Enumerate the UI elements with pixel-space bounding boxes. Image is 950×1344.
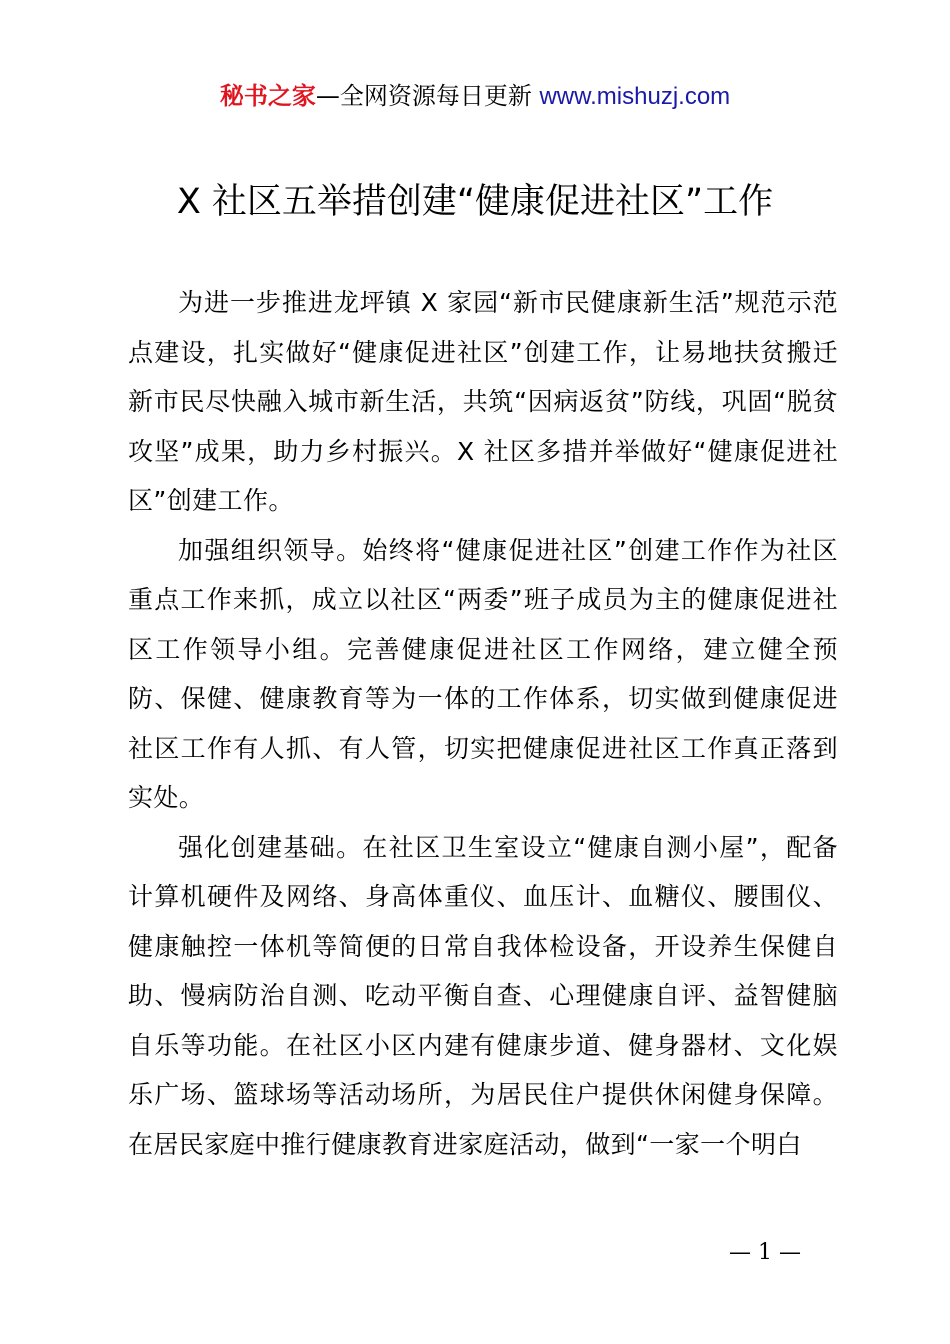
paragraph-intro: 为进一步推进龙坪镇 X 家园“新市民健康新生活”规范示范点建设，扎实做好“健康促进社区”创建工作，让易地扶贫搬迁新市民尽快融入城市新生活，共筑“因病返贫”防线，巩固“脱贫攻坚”成果，助力乡村振兴。X 社区多措并举做好“健康促进社区”创建工作。 — [128, 288, 838, 515]
site-header — [0, 80, 950, 113]
paragraph-foundation: 强化创建基础。在社区卫生室设立“健康自测小屋”，配备计算机硬件及网络、身高体重仪、血压计、血糖仪、腰围仪、健康触控一体机等简便的日常自我体检设备，开设养生保健自助、慢病防治自测、吃动平衡自查、心理健康自评、益智健脑自乐等功能。在社区小区内建有健康步道、健身器材、文化娱乐广场、篮球场等活动场所，为居民住户提供休闲健身保障。在居民家庭中推行健康教育进家庭活动，做到“一家一个明白 — [128, 832, 838, 1159]
site-url-link[interactable]: www.mishuzj.com — [539, 83, 731, 110]
header-tagline: —全网资源每日更新 — [315, 82, 532, 110]
paragraph-organization: 加强组织领导。始终将“健康促进社区”创建工作作为社区重点工作来抓，成立以社区“两委”班子成员为主的健康促进社区工作领导小组。完善健康促进社区工作网络，建立健全预防、保健、健康教育等为一体的工作体系，切实做到健康促进社区工作有人抓、有人管，切实把健康促进社区工作真正落到实处。 — [128, 535, 838, 812]
page-number: — 1 — — [729, 1240, 801, 1265]
brand-name: 秘书之家 — [219, 82, 316, 110]
document-body — [128, 278, 838, 1169]
document-title: X 社区五举措创建“健康促进社区”工作 — [176, 182, 774, 222]
